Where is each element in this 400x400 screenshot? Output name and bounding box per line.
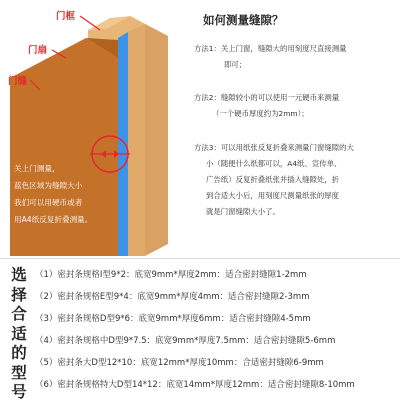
method-line: 就是门窗缝隙大小了。 bbox=[206, 207, 280, 216]
note-line: 我们可以用硬币或者 bbox=[14, 198, 83, 207]
spec-item: （5）密封条大D型12*10：底宽12mm*厚度10mm：合适密封缝隙6-9mm bbox=[35, 358, 324, 368]
method-line: 方法3：可以用纸张反复折叠来测量门窗缝隙的大 bbox=[194, 143, 354, 152]
gap-label: 门缝 bbox=[8, 76, 28, 87]
measurement-note bbox=[14, 160, 110, 228]
note-line: 关上门测量， bbox=[14, 164, 60, 173]
section-divider bbox=[0, 258, 400, 259]
spec-item: （4）密封条规格中D型9*7.5：底宽9mm*厚度7.5mm：适合密封缝隙5-6mm bbox=[35, 336, 336, 346]
frame-label: 门框 bbox=[56, 11, 76, 22]
gap-strip bbox=[118, 32, 128, 256]
frame-arrow bbox=[80, 16, 100, 30]
method-line: （一个硬币厚度约为2mm）； bbox=[212, 109, 309, 118]
method-line: 方法2：缝隙较小的可以使用一元硬币来测量 bbox=[194, 93, 340, 102]
method-line: 方法1：关上门窗，缝隙大的用刻度尺直接测量 bbox=[194, 44, 347, 53]
leaf-label: 门扇 bbox=[28, 45, 48, 56]
door-illustration bbox=[0, 0, 185, 258]
spec-list bbox=[35, 264, 397, 396]
method-line: 即可； bbox=[224, 60, 247, 69]
spec-item: （6）密封条规格特大D型14*12：底宽14mm*厚度12mm：适合密封缝隙8-10mm bbox=[35, 380, 355, 390]
spec-item: （3）密封条规格D型9*6：底宽9mm*厚度6mm：适合密封缝隙4-5mm bbox=[35, 314, 311, 324]
page-title: 如何测量缝隙？ bbox=[203, 13, 284, 27]
method-1 bbox=[194, 41, 398, 73]
spec-item: （2）密封条规格E型9*4：底宽9mm*厚度4mm：适合密封缝隙2-3mm bbox=[35, 292, 310, 302]
note-line: 用A4纸反复折叠测量。 bbox=[14, 215, 93, 224]
note-line: 蓝色区域为缝隙大小 bbox=[14, 181, 83, 190]
model-selection-title: 选 择 合 适 的 型 号 bbox=[11, 266, 27, 400]
method-line: 广告纸）反复折叠纸张并插入缝隙处，折 bbox=[206, 175, 340, 184]
method-line: 到合适大小后，用刻度尺测量纸张的厚度 bbox=[206, 191, 340, 200]
method-line: 小（随便什么纸都可以，A4纸、宣传单、 bbox=[206, 159, 342, 168]
method-3 bbox=[194, 140, 398, 220]
method-2 bbox=[194, 90, 398, 122]
spec-item: （1）密封条规格I型9*2：底宽9mm*厚度2mm：适合密封缝隙1-2mm bbox=[35, 270, 307, 280]
